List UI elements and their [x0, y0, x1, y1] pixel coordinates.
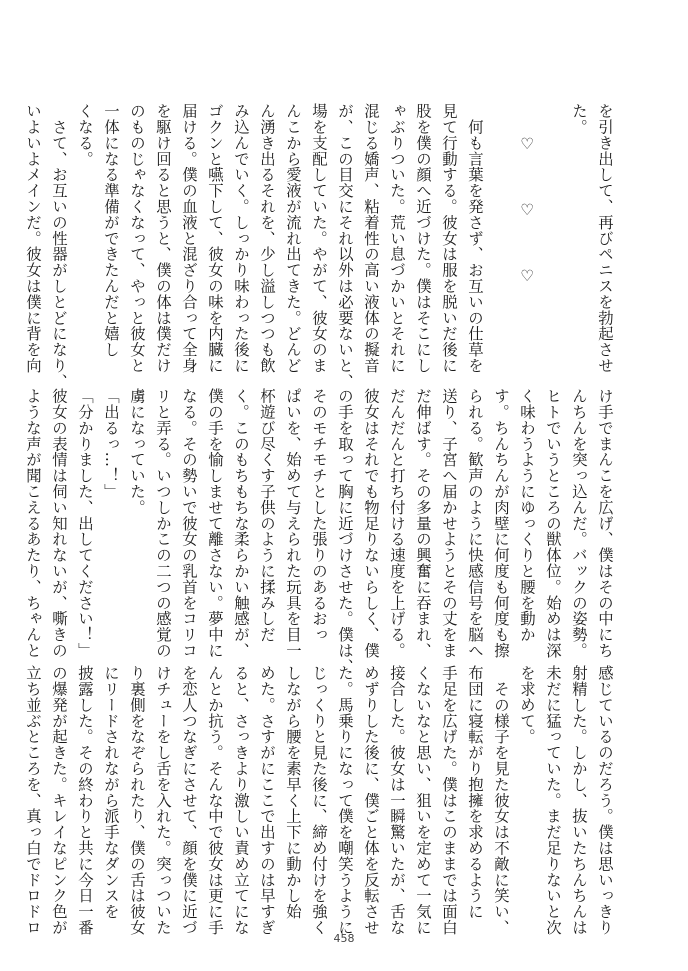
page-number: 458 — [333, 932, 355, 945]
text-column — [488, 103, 514, 348]
text-column: く味わうようにゆっくりと腰を動か — [518, 388, 536, 643]
text-column: け手でまんこを広げ、僕はその中にち — [596, 388, 614, 659]
text-column: ぱいを、始めて与えられた玩具を目一 — [284, 388, 302, 659]
text-column: 「分かりました、出してください！」 — [76, 388, 94, 659]
text-column: ヒトでいうところの獣体位。始めは深 — [544, 388, 562, 659]
text-column: だ伸ばす。その多量の興奮に吞まれ、 — [414, 388, 432, 659]
text-column: ゴクンと嚥下して、彼女の味を内臓に — [206, 103, 224, 374]
text-column: を駆け回ると思うと、僕の体は僕だけ — [154, 103, 172, 374]
text-column: じっくりと見た後に、締め付けを強く — [310, 665, 328, 936]
text-column: の手を取って胸に近づけさせた。僕は、 — [336, 388, 354, 675]
text-column: 手足を広げた。僕はこのままでは面白 — [440, 665, 458, 936]
text-column: の爆発が起きた。キレイなピンク色が — [50, 665, 68, 936]
text-column: 混じる嬌声、粘着性の高い液体の擬音 — [362, 103, 380, 374]
text-column: 立ち並ぶところを、真っ白でドロドロ — [24, 665, 42, 936]
text-column: 杯遊び尽くす子供のように揉みしだ — [258, 388, 276, 643]
text-column: 射精した。しかし、抜いたちんちんは — [570, 665, 588, 936]
text-column: 接合した。彼女は一瞬驚いたが、舌な — [388, 665, 406, 936]
text-block-middle — [24, 388, 618, 675]
text-column: だんだんと打ち付ける速度を上げる。 — [388, 388, 406, 659]
text-column: めた。さすがにここで出すのは早すぎ — [258, 665, 276, 936]
text-column: けチューをし舌を入れた。突っついた — [154, 665, 172, 936]
text-column: んこから愛液が流れ出てきた。どんど — [284, 103, 302, 374]
text-column: 見て行動する。彼女は服を脱いだ後に — [440, 103, 458, 374]
text-column: ような声が聞こえるあたり、ちゃんと — [24, 388, 42, 659]
text-column: ♡ ♡ ♡ — [518, 103, 536, 286]
text-column: リと弄る。いつしかこの二つの感覚の — [154, 388, 172, 659]
text-column: 送り、子宮へ届かせようとその丈をま — [440, 388, 458, 659]
text-column: 彼女の表情は伺い知れないが、嘶きの — [50, 388, 68, 659]
text-column: み込んでいく。しっかり味わった後に — [232, 103, 250, 374]
text-column — [540, 103, 566, 348]
text-column: ん湧き出るそれを、少し溢しつつも飲 — [258, 103, 276, 374]
text-column: た。 — [570, 103, 588, 135]
text-column: 「出るっ…！」 — [102, 388, 120, 500]
text-column: くなる。 — [76, 103, 94, 167]
text-column: を恋人つなぎにさせて、顔を僕に近づ — [180, 665, 198, 936]
text-column: ると、さっきより激しい責め立てにな — [232, 665, 250, 936]
text-column: 僕の手を愉しませて離さない。夢中に — [206, 388, 224, 659]
text-column: くないなと思い、狙いを定めて一気に — [414, 665, 432, 936]
text-column: を引き出して、再びペニスを勃起させ — [596, 103, 614, 374]
text-column: 届ける。僕の血液と混ざり合って全身 — [180, 103, 198, 374]
text-column: 虜になっていた。 — [128, 388, 146, 516]
text-column: す。ちんちんが肉壁に何度も何度も擦 — [492, 388, 510, 659]
text-column: 披露した。その終わりと共に今日一番 — [76, 665, 94, 936]
text-column: さて、お互いの性器がしとどになり、 — [50, 103, 68, 390]
text-column: 感じているのだろう。僕は思いっきり — [596, 665, 614, 936]
text-column: そのモチモチとした張りのあるおっ — [310, 388, 328, 643]
text-column: た。馬乗りになって僕を嘲笑うように — [336, 665, 354, 936]
text-column: いよいよメインだ。彼女は僕に背を向 — [24, 103, 42, 374]
text-column: 何も言葉を発さず、お互いの仕草を — [466, 103, 484, 374]
text-column: 彼女はそれでも物足りないらしく、僕 — [362, 388, 380, 659]
text-column: く。このもちもちな柔らかい触感が、 — [232, 388, 250, 659]
text-column: が、この目交にそれ以外は必要ないと、 — [336, 103, 354, 390]
text-column: ゃぶりついた。荒い息づかいとそれに — [388, 103, 406, 374]
text-column: を求めて。 — [518, 665, 536, 745]
text-column: 場を支配していた。やがて、彼女のま — [310, 103, 328, 374]
text-block-bottom — [24, 665, 618, 936]
text-column: り裏側をなぞられたり、僕の舌は彼女 — [128, 665, 146, 936]
text-column: られる。歓声のように快感信号を脳へ — [466, 388, 484, 659]
text-column: んとか抗う。そんな中で彼女は更に手 — [206, 665, 224, 936]
text-column: 股を僕の顔へ近づけた。僕はそこにし — [414, 103, 432, 374]
text-column: その様子を見た彼女は不敵に笑い、 — [492, 665, 510, 936]
text-column: なる。その勢いで彼女の乳首をコリコ — [180, 388, 198, 659]
text-column: んちんを突っ込んだ。バックの姿勢。 — [570, 388, 588, 659]
text-column: しながら腰を素早く上下に動かし始 — [284, 665, 302, 920]
text-column: めずりした後に、僕ごと体を反転させ — [362, 665, 380, 936]
text-column: 一体になる準備ができたんだと嬉し — [102, 103, 120, 358]
text-column: のものじゃなくなって、やっと彼女と — [128, 103, 146, 374]
text-column: 布団に寝転がり抱擁を求めるように — [466, 665, 484, 920]
text-column: にリードされながら派手なダンスを — [102, 665, 120, 920]
text-block-top — [24, 103, 618, 390]
text-column: 未だに猛っていた。まだ足りないと次 — [544, 665, 562, 936]
